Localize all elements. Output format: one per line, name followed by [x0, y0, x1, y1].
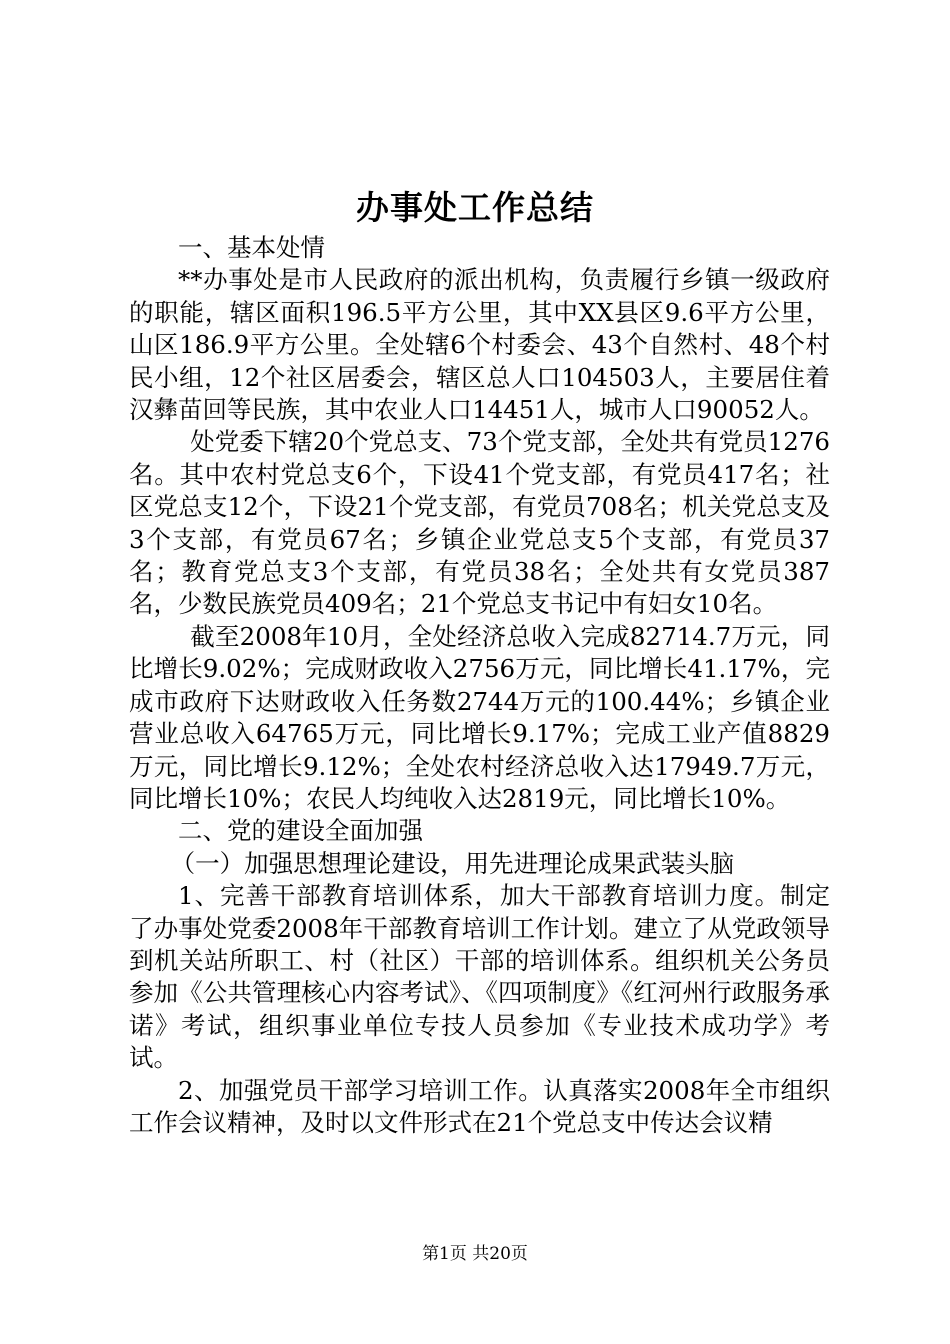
paragraph-overview: **办事处是市人民政府的派出机构，负责履行乡镇一级政府的职能，辖区面积196.5平方公里，其中XX县区9.6平方公里，山区186.9平方公里。全处辖6个村委会、43个自然村、48个村民小组，12个社区居委会，辖区总人口104503人，主要居住着汉彝苗回等民族，其中农业人口14451人，城市人口90052人。: [129, 265, 830, 425]
page-number-footer: 第1页 共20页: [422, 1244, 528, 1264]
document-body: [129, 232, 830, 1139]
document-title: 办事处工作总结: [356, 188, 594, 227]
paragraph-member-training: 2、加强党员干部学习培训工作。认真落实2008年全市组织工作会议精神，及时以文件形式在21个党总支中传达会议精: [129, 1075, 830, 1137]
section-heading-party-building: 二、党的建设全面加强: [178, 816, 423, 846]
paragraph-training-system: 1、完善干部教育培训体系，加大干部教育培训力度。制定了办事处党委2008年干部教育培训工作计划。建立了从党政领导到机关站所职工、村（社区）干部的培训体系。组织机关公务员参加《公共管理核心内容考试》、《四项制度》《红河州行政服务承诺》考试，组织事业单位专技人员参加《专业技术成功学》考试。: [129, 881, 830, 1073]
paragraph-party-members: 处党委下辖20个党总支、73个党支部，全处共有党员1276名。其中农村党总支6个，下设41个党支部，有党员417名；社区党总支12个，下设21个党支部，有党员708名；机关党总支及3个支部，有党员67名；乡镇企业党总支5个支部，有党员37名；教育党总支3个支部，有党员38名；全处共有女党员387名，少数民族党员409名；21个党总支书记中有妇女10名。: [129, 427, 830, 619]
subsection-heading-theory: （一）加强思想理论建设，用先进理论成果武装头脑: [170, 848, 735, 878]
paragraph-economy: 截至2008年10月，全处经济总收入完成82714.7万元，同比增长9.02%；完成财政收入2756万元，同比增长41.17%，完成市政府下达财政收入任务数2744万元的100.44%；乡镇企业营业总收入64765万元，同比增长9.17%；完成工业产值8829万元，同比增长9.12%；全处农村经济总收入达17949.7万元，同比增长10%；农民人均纯收入达2819元，同比增长10%。: [129, 621, 830, 813]
section-heading-basic: 一、基本处情: [178, 233, 325, 262]
